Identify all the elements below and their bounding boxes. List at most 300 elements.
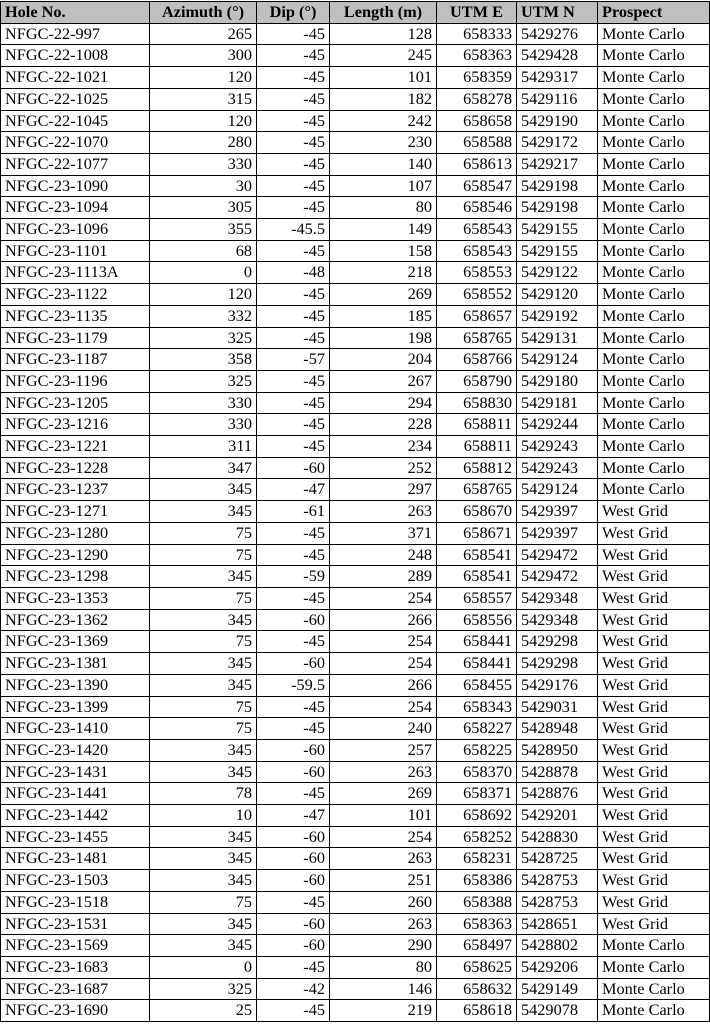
- cell-prospect: Monte Carlo: [598, 153, 710, 175]
- cell-utm-n: 5429031: [517, 696, 598, 718]
- cell-utm-e: 658441: [437, 631, 517, 653]
- cell-hole-no: NFGC-23-1280: [1, 522, 150, 544]
- cell-prospect: West Grid: [598, 653, 710, 675]
- table-row: [1, 45, 710, 67]
- cell-length: 289: [330, 566, 437, 588]
- cell-azimuth: 345: [150, 826, 257, 848]
- table-row: [1, 609, 710, 631]
- cell-hole-no: NFGC-22-1025: [1, 88, 150, 110]
- cell-prospect: Monte Carlo: [598, 88, 710, 110]
- cell-length: 198: [330, 327, 437, 349]
- cell-azimuth: 0: [150, 262, 257, 284]
- cell-hole-no: NFGC-23-1569: [1, 935, 150, 957]
- cell-azimuth: 325: [150, 978, 257, 1000]
- cell-dip: -59: [257, 566, 330, 588]
- cell-azimuth: 347: [150, 457, 257, 479]
- cell-hole-no: NFGC-23-1096: [1, 219, 150, 241]
- cell-hole-no: NFGC-23-1455: [1, 826, 150, 848]
- cell-hole-no: NFGC-23-1094: [1, 197, 150, 219]
- cell-utm-n: 5429243: [517, 436, 598, 458]
- cell-utm-n: 5428753: [517, 870, 598, 892]
- cell-hole-no: NFGC-23-1369: [1, 631, 150, 653]
- cell-dip: -45: [257, 631, 330, 653]
- cell-length: 128: [330, 23, 437, 45]
- cell-utm-e: 658790: [437, 370, 517, 392]
- cell-prospect: Monte Carlo: [598, 457, 710, 479]
- cell-length: 219: [330, 1000, 437, 1022]
- cell-utm-n: 5429397: [517, 501, 598, 523]
- cell-azimuth: 330: [150, 392, 257, 414]
- cell-azimuth: 345: [150, 870, 257, 892]
- cell-length: 228: [330, 414, 437, 436]
- cell-utm-n: 5429120: [517, 284, 598, 306]
- cell-length: 260: [330, 891, 437, 913]
- cell-length: 234: [330, 436, 437, 458]
- cell-hole-no: NFGC-23-1503: [1, 870, 150, 892]
- table-row: [1, 479, 710, 501]
- table-row: [1, 653, 710, 675]
- cell-utm-n: 5429217: [517, 153, 598, 175]
- cell-hole-no: NFGC-23-1090: [1, 175, 150, 197]
- table-row: [1, 110, 710, 132]
- table-row: [1, 891, 710, 913]
- cell-utm-n: 5429172: [517, 132, 598, 154]
- cell-utm-n: 5429176: [517, 674, 598, 696]
- table-row: [1, 240, 710, 262]
- cell-prospect: West Grid: [598, 761, 710, 783]
- cell-prospect: West Grid: [598, 544, 710, 566]
- cell-dip: -45: [257, 175, 330, 197]
- cell-azimuth: 345: [150, 761, 257, 783]
- cell-dip: -45: [257, 67, 330, 89]
- cell-length: 254: [330, 826, 437, 848]
- cell-hole-no: NFGC-23-1179: [1, 327, 150, 349]
- table-row: [1, 349, 710, 371]
- cell-length: 218: [330, 262, 437, 284]
- cell-prospect: Monte Carlo: [598, 370, 710, 392]
- cell-length: 266: [330, 674, 437, 696]
- table-row: [1, 566, 710, 588]
- cell-utm-e: 658370: [437, 761, 517, 783]
- cell-azimuth: 75: [150, 696, 257, 718]
- cell-dip: -45: [257, 370, 330, 392]
- table-row: [1, 414, 710, 436]
- cell-prospect: West Grid: [598, 522, 710, 544]
- cell-utm-n: 5429276: [517, 23, 598, 45]
- header-hole-no: Hole No.: [1, 2, 150, 24]
- cell-azimuth: 345: [150, 848, 257, 870]
- table-row: [1, 718, 710, 740]
- cell-length: 146: [330, 978, 437, 1000]
- cell-length: 182: [330, 88, 437, 110]
- table-header: [1, 2, 710, 24]
- cell-utm-n: 5428876: [517, 783, 598, 805]
- cell-utm-e: 658252: [437, 826, 517, 848]
- table-row: [1, 913, 710, 935]
- cell-hole-no: NFGC-23-1531: [1, 913, 150, 935]
- cell-dip: -45: [257, 696, 330, 718]
- cell-hole-no: NFGC-23-1442: [1, 805, 150, 827]
- cell-hole-no: NFGC-23-1187: [1, 349, 150, 371]
- cell-dip: -45: [257, 718, 330, 740]
- cell-dip: -60: [257, 761, 330, 783]
- cell-length: 371: [330, 522, 437, 544]
- cell-dip: -45: [257, 153, 330, 175]
- cell-hole-no: NFGC-22-1077: [1, 153, 150, 175]
- cell-dip: -45: [257, 197, 330, 219]
- cell-prospect: West Grid: [598, 739, 710, 761]
- cell-utm-n: 5429155: [517, 240, 598, 262]
- table-row: [1, 88, 710, 110]
- cell-dip: -60: [257, 457, 330, 479]
- cell-dip: -45: [257, 522, 330, 544]
- cell-prospect: Monte Carlo: [598, 45, 710, 67]
- cell-prospect: West Grid: [598, 913, 710, 935]
- cell-hole-no: NFGC-22-1045: [1, 110, 150, 132]
- cell-hole-no: NFGC-23-1135: [1, 305, 150, 327]
- cell-utm-e: 658671: [437, 522, 517, 544]
- cell-utm-n: 5429298: [517, 653, 598, 675]
- cell-utm-e: 658371: [437, 783, 517, 805]
- cell-utm-e: 658552: [437, 284, 517, 306]
- cell-utm-n: 5429155: [517, 219, 598, 241]
- cell-dip: -42: [257, 978, 330, 1000]
- cell-azimuth: 315: [150, 88, 257, 110]
- cell-utm-n: 5429397: [517, 522, 598, 544]
- cell-utm-n: 5429317: [517, 67, 598, 89]
- cell-length: 254: [330, 631, 437, 653]
- table-row: [1, 501, 710, 523]
- cell-azimuth: 345: [150, 479, 257, 501]
- table-row: [1, 848, 710, 870]
- cell-length: 254: [330, 587, 437, 609]
- cell-utm-e: 658811: [437, 414, 517, 436]
- table-row: [1, 761, 710, 783]
- cell-prospect: Monte Carlo: [598, 23, 710, 45]
- cell-dip: -45: [257, 891, 330, 913]
- cell-dip: -45: [257, 544, 330, 566]
- cell-utm-n: 5428950: [517, 739, 598, 761]
- cell-azimuth: 330: [150, 153, 257, 175]
- cell-length: 263: [330, 848, 437, 870]
- cell-prospect: West Grid: [598, 501, 710, 523]
- cell-utm-n: 5429348: [517, 609, 598, 631]
- cell-prospect: West Grid: [598, 891, 710, 913]
- table-row: [1, 457, 710, 479]
- cell-utm-n: 5429181: [517, 392, 598, 414]
- cell-dip: -45: [257, 45, 330, 67]
- cell-length: 107: [330, 175, 437, 197]
- cell-length: 245: [330, 45, 437, 67]
- cell-dip: -60: [257, 739, 330, 761]
- cell-hole-no: NFGC-23-1196: [1, 370, 150, 392]
- cell-prospect: Monte Carlo: [598, 240, 710, 262]
- cell-azimuth: 345: [150, 739, 257, 761]
- cell-utm-e: 658343: [437, 696, 517, 718]
- cell-azimuth: 0: [150, 956, 257, 978]
- cell-prospect: Monte Carlo: [598, 414, 710, 436]
- cell-hole-no: NFGC-23-1205: [1, 392, 150, 414]
- cell-hole-no: NFGC-22-1021: [1, 67, 150, 89]
- cell-azimuth: 68: [150, 240, 257, 262]
- cell-length: 248: [330, 544, 437, 566]
- cell-hole-no: NFGC-23-1113A: [1, 262, 150, 284]
- table-row: [1, 284, 710, 306]
- table-row: [1, 175, 710, 197]
- cell-utm-e: 658455: [437, 674, 517, 696]
- cell-hole-no: NFGC-23-1683: [1, 956, 150, 978]
- cell-length: 263: [330, 913, 437, 935]
- cell-hole-no: NFGC-23-1237: [1, 479, 150, 501]
- cell-hole-no: NFGC-22-1008: [1, 45, 150, 67]
- cell-prospect: West Grid: [598, 631, 710, 653]
- table-row: [1, 132, 710, 154]
- cell-length: 149: [330, 219, 437, 241]
- cell-prospect: Monte Carlo: [598, 219, 710, 241]
- cell-utm-e: 658547: [437, 175, 517, 197]
- cell-azimuth: 120: [150, 67, 257, 89]
- cell-utm-n: 5429190: [517, 110, 598, 132]
- cell-azimuth: 358: [150, 349, 257, 371]
- cell-prospect: Monte Carlo: [598, 956, 710, 978]
- cell-dip: -45.5: [257, 219, 330, 241]
- table-row: [1, 327, 710, 349]
- cell-dip: -45: [257, 327, 330, 349]
- cell-utm-e: 658497: [437, 935, 517, 957]
- cell-azimuth: 75: [150, 631, 257, 653]
- cell-utm-n: 5429243: [517, 457, 598, 479]
- cell-dip: -45: [257, 783, 330, 805]
- cell-utm-e: 658812: [437, 457, 517, 479]
- cell-hole-no: NFGC-23-1381: [1, 653, 150, 675]
- cell-utm-n: 5428725: [517, 848, 598, 870]
- cell-dip: -45: [257, 1000, 330, 1022]
- cell-utm-e: 658541: [437, 566, 517, 588]
- table-row: [1, 739, 710, 761]
- table-row: [1, 587, 710, 609]
- cell-prospect: Monte Carlo: [598, 436, 710, 458]
- cell-length: 230: [330, 132, 437, 154]
- cell-utm-e: 658811: [437, 436, 517, 458]
- cell-hole-no: NFGC-23-1441: [1, 783, 150, 805]
- cell-length: 101: [330, 805, 437, 827]
- table-row: [1, 305, 710, 327]
- cell-hole-no: NFGC-23-1216: [1, 414, 150, 436]
- cell-length: 251: [330, 870, 437, 892]
- cell-dip: -45: [257, 305, 330, 327]
- cell-utm-n: 5429298: [517, 631, 598, 653]
- cell-length: 290: [330, 935, 437, 957]
- cell-length: 240: [330, 718, 437, 740]
- cell-length: 263: [330, 761, 437, 783]
- cell-azimuth: 311: [150, 436, 257, 458]
- cell-prospect: Monte Carlo: [598, 67, 710, 89]
- cell-utm-e: 658765: [437, 479, 517, 501]
- cell-hole-no: NFGC-23-1362: [1, 609, 150, 631]
- cell-prospect: West Grid: [598, 718, 710, 740]
- cell-utm-n: 5429472: [517, 544, 598, 566]
- cell-hole-no: NFGC-23-1687: [1, 978, 150, 1000]
- cell-utm-n: 5428753: [517, 891, 598, 913]
- cell-azimuth: 345: [150, 935, 257, 957]
- cell-utm-n: 5429472: [517, 566, 598, 588]
- cell-utm-e: 658359: [437, 67, 517, 89]
- cell-prospect: Monte Carlo: [598, 935, 710, 957]
- cell-utm-e: 658658: [437, 110, 517, 132]
- cell-prospect: Monte Carlo: [598, 132, 710, 154]
- table-row: [1, 262, 710, 284]
- cell-azimuth: 300: [150, 45, 257, 67]
- cell-length: 266: [330, 609, 437, 631]
- cell-dip: -60: [257, 826, 330, 848]
- cell-prospect: Monte Carlo: [598, 197, 710, 219]
- cell-prospect: Monte Carlo: [598, 305, 710, 327]
- cell-utm-n: 5429124: [517, 349, 598, 371]
- cell-dip: -45: [257, 110, 330, 132]
- cell-hole-no: NFGC-23-1431: [1, 761, 150, 783]
- cell-utm-e: 658386: [437, 870, 517, 892]
- cell-prospect: Monte Carlo: [598, 978, 710, 1000]
- table-row: [1, 631, 710, 653]
- cell-utm-n: 5428878: [517, 761, 598, 783]
- cell-utm-n: 5429149: [517, 978, 598, 1000]
- cell-azimuth: 345: [150, 501, 257, 523]
- cell-utm-n: 5429180: [517, 370, 598, 392]
- cell-dip: -47: [257, 805, 330, 827]
- cell-prospect: Monte Carlo: [598, 1000, 710, 1022]
- cell-hole-no: NFGC-23-1390: [1, 674, 150, 696]
- cell-prospect: West Grid: [598, 848, 710, 870]
- cell-utm-n: 5429428: [517, 45, 598, 67]
- cell-dip: -45: [257, 240, 330, 262]
- cell-utm-e: 658333: [437, 23, 517, 45]
- table-row: [1, 67, 710, 89]
- cell-utm-n: 5429131: [517, 327, 598, 349]
- cell-azimuth: 280: [150, 132, 257, 154]
- cell-utm-n: 5429198: [517, 175, 598, 197]
- cell-prospect: West Grid: [598, 870, 710, 892]
- cell-dip: -60: [257, 609, 330, 631]
- cell-azimuth: 345: [150, 913, 257, 935]
- cell-utm-e: 658441: [437, 653, 517, 675]
- cell-dip: -48: [257, 262, 330, 284]
- cell-azimuth: 75: [150, 891, 257, 913]
- cell-utm-e: 658388: [437, 891, 517, 913]
- cell-azimuth: 10: [150, 805, 257, 827]
- cell-utm-e: 658588: [437, 132, 517, 154]
- cell-dip: -45: [257, 414, 330, 436]
- cell-prospect: West Grid: [598, 826, 710, 848]
- cell-hole-no: NFGC-22-997: [1, 23, 150, 45]
- cell-utm-n: 5429348: [517, 587, 598, 609]
- cell-utm-e: 658227: [437, 718, 517, 740]
- cell-prospect: Monte Carlo: [598, 392, 710, 414]
- cell-length: 80: [330, 956, 437, 978]
- cell-azimuth: 75: [150, 544, 257, 566]
- cell-azimuth: 265: [150, 23, 257, 45]
- table-row: [1, 219, 710, 241]
- cell-azimuth: 30: [150, 175, 257, 197]
- cell-dip: -57: [257, 349, 330, 371]
- cell-dip: -60: [257, 653, 330, 675]
- table-row: [1, 1000, 710, 1022]
- cell-azimuth: 330: [150, 414, 257, 436]
- cell-prospect: West Grid: [598, 609, 710, 631]
- cell-dip: -45: [257, 392, 330, 414]
- cell-utm-e: 658657: [437, 305, 517, 327]
- cell-hole-no: NFGC-22-1070: [1, 132, 150, 154]
- table-row: [1, 197, 710, 219]
- cell-utm-n: 5429192: [517, 305, 598, 327]
- table-row: [1, 826, 710, 848]
- cell-utm-n: 5429078: [517, 1000, 598, 1022]
- cell-dip: -47: [257, 479, 330, 501]
- cell-utm-e: 658231: [437, 848, 517, 870]
- cell-prospect: Monte Carlo: [598, 262, 710, 284]
- cell-azimuth: 120: [150, 110, 257, 132]
- cell-length: 257: [330, 739, 437, 761]
- table-row: [1, 935, 710, 957]
- cell-utm-e: 658766: [437, 349, 517, 371]
- cell-utm-n: 5428802: [517, 935, 598, 957]
- cell-prospect: Monte Carlo: [598, 284, 710, 306]
- cell-length: 269: [330, 284, 437, 306]
- cell-dip: -61: [257, 501, 330, 523]
- cell-azimuth: 345: [150, 566, 257, 588]
- cell-utm-e: 658541: [437, 544, 517, 566]
- cell-azimuth: 75: [150, 522, 257, 544]
- cell-azimuth: 75: [150, 718, 257, 740]
- cell-prospect: West Grid: [598, 587, 710, 609]
- table-row: [1, 956, 710, 978]
- cell-azimuth: 325: [150, 370, 257, 392]
- cell-dip: -60: [257, 913, 330, 935]
- cell-prospect: Monte Carlo: [598, 110, 710, 132]
- cell-length: 269: [330, 783, 437, 805]
- cell-prospect: West Grid: [598, 783, 710, 805]
- cell-dip: -60: [257, 935, 330, 957]
- cell-dip: -59.5: [257, 674, 330, 696]
- cell-azimuth: 325: [150, 327, 257, 349]
- cell-utm-e: 658363: [437, 913, 517, 935]
- cell-dip: -45: [257, 88, 330, 110]
- cell-utm-e: 658543: [437, 240, 517, 262]
- drill-hole-table: [0, 1, 710, 1022]
- cell-hole-no: NFGC-23-1298: [1, 566, 150, 588]
- cell-dip: -60: [257, 870, 330, 892]
- cell-utm-e: 658618: [437, 1000, 517, 1022]
- cell-length: 242: [330, 110, 437, 132]
- cell-utm-n: 5428948: [517, 718, 598, 740]
- header-dip: Dip (°): [257, 2, 330, 24]
- cell-utm-e: 658830: [437, 392, 517, 414]
- cell-prospect: West Grid: [598, 696, 710, 718]
- cell-utm-e: 658543: [437, 219, 517, 241]
- table-row: [1, 436, 710, 458]
- cell-prospect: Monte Carlo: [598, 175, 710, 197]
- cell-utm-e: 658278: [437, 88, 517, 110]
- cell-hole-no: NFGC-23-1221: [1, 436, 150, 458]
- cell-utm-e: 658632: [437, 978, 517, 1000]
- cell-azimuth: 25: [150, 1000, 257, 1022]
- cell-length: 297: [330, 479, 437, 501]
- cell-dip: -45: [257, 284, 330, 306]
- table-row: [1, 696, 710, 718]
- cell-utm-e: 658692: [437, 805, 517, 827]
- cell-hole-no: NFGC-23-1101: [1, 240, 150, 262]
- cell-hole-no: NFGC-23-1353: [1, 587, 150, 609]
- table-row: [1, 978, 710, 1000]
